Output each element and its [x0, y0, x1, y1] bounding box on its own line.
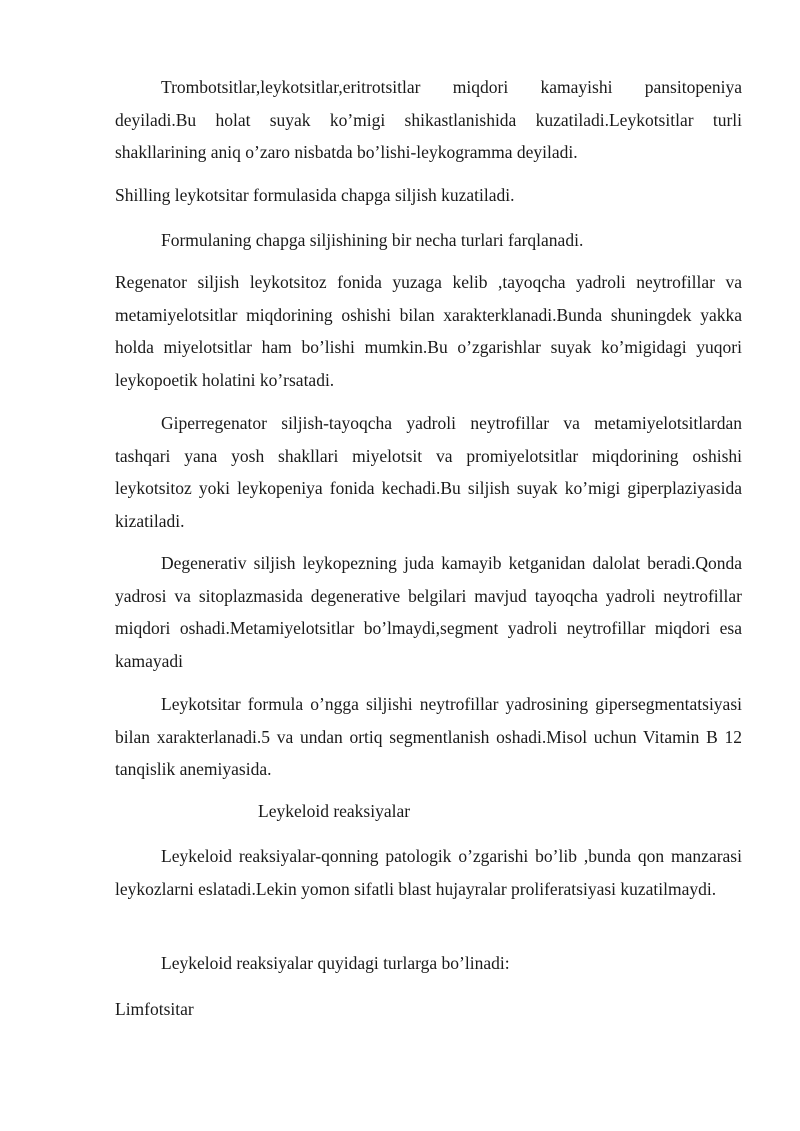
section-heading: Leykeloid reaksiyalar: [258, 801, 411, 821]
paragraph-leykeloid-types: Leykeloid reaksiyalar quyidagi turlarga bo’linadi:: [161, 953, 510, 973]
list-item-limfotsitar: Limfotsitar: [115, 999, 194, 1019]
paragraph-shilling: Shilling leykotsitar formulasida chapga siljish kuzatiladi.: [115, 185, 515, 205]
paragraph-regenator: Regenator siljish leykotsitoz fonida yuzaga kelib ,tayoqcha yadroli neytrofillar va metamiyelotsitlar miqdorining oshishi bilan xarakterklanadi.Bunda shuningdek yakka holda miyelotsitlar ham bo’lishi mumkin.Bu o’zgarishlar suyak ko’migidagi yuqori leykopoetik holatini ko’rsatadi.: [115, 272, 742, 390]
paragraph-degenerativ: Degenerativ siljish leykopezning juda kamayib ketganidan dalolat beradi.Qonda yadrosi va sitoplazmasida degenerative belgilari mavjud tayoqcha yadroli neytrofillar miqdori oshadi.Metamiyelotsitlar bo’lmaydi,segment yadroli neytrofillar miqdori esa kamayadi: [115, 553, 742, 671]
paragraph-chapga-siljish: Formulaning chapga siljishining bir necha turlari farqlanadi.: [161, 230, 584, 250]
paragraph-pansitopeniya: Trombotsitlar,leykotsitlar,eritrotsitlar miqdori kamayishi pansitopeniya deyiladi.Bu holat suyak ko’migi shikastlanishida kuzatiladi.Leykotsitlar turli shakllarining aniq o’zaro nisbatda bo’lishi-leykogramma deyiladi.: [115, 77, 742, 162]
paragraph-giperregenator: Giperregenator siljish-tayoqcha yadroli neytrofillar va metamiyelotsitlardan tashqari yana yosh shakllari miyelotsit va promiyelotsitlar miqdorining oshishi leykotsitoz yoki leykopeniya fonida kechadi.Bu siljish suyak ko’migi giperplaziyasida kizatiladi.: [115, 413, 742, 531]
paragraph-ongga-siljish: Leykotsitar formula o’ngga siljishi neytrofillar yadrosining gipersegmentatsiyasi bilan xarakterlanadi.5 va undan ortiq segmentlanish oshadi.Misol uchun Vitamin B 12 tanqislik anemiyasida.: [115, 694, 742, 779]
paragraph-leykeloid-definition: Leykeloid reaksiyalar-qonning patologik o’zgarishi bo’lib ,bunda qon manzarasi leykozlarni eslatadi.Lekin yomon sifatli blast hujayralar proliferatsiyasi kuzatilmaydi.: [115, 846, 742, 899]
